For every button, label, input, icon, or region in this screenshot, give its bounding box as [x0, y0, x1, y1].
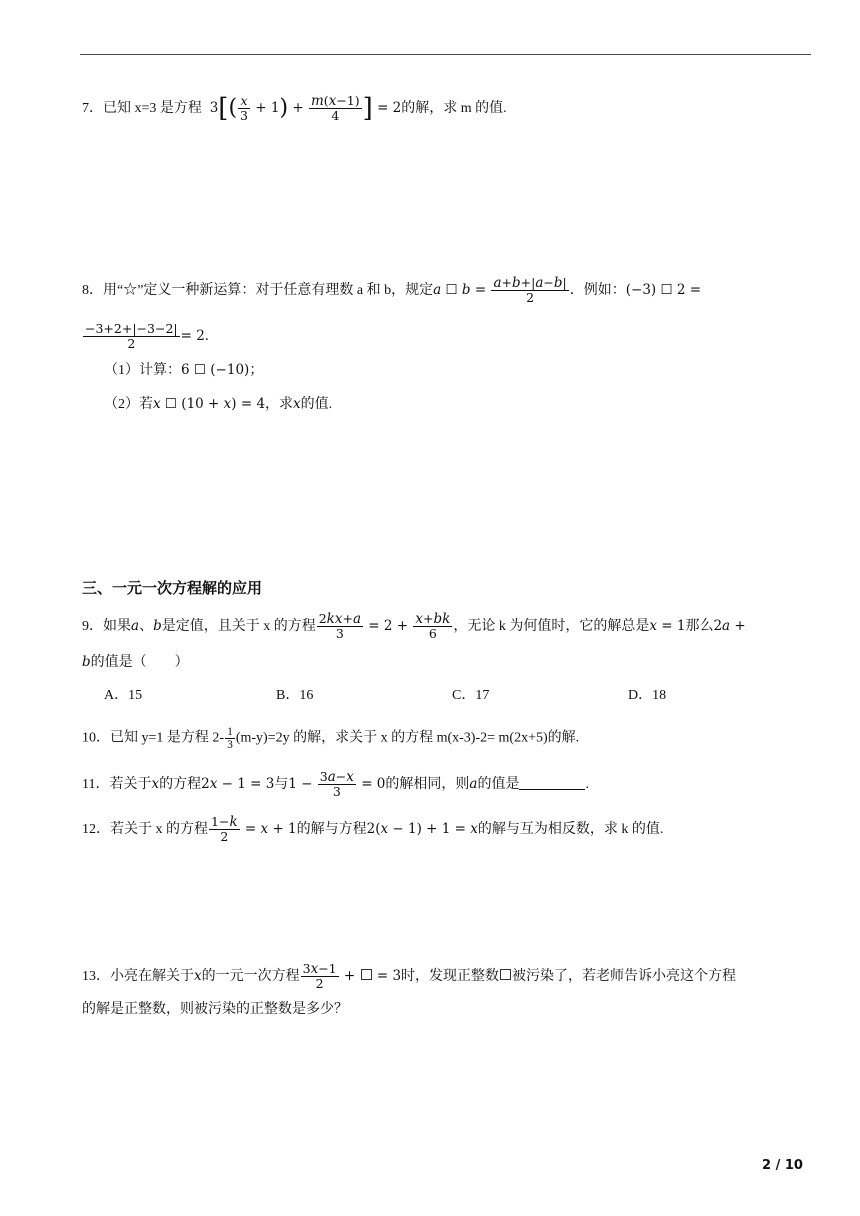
- question-11: 11．若关于x的方程2x − 1 = 3与1 − $\frac{3a-x}{3}$ = 0的解相同，则a的值是 .: [82, 769, 589, 799]
- q8-example-result: = 2．: [180, 328, 219, 344]
- q12-eq1: $\frac{1-k}{2}$ = x + 1: [211, 814, 297, 844]
- q7-number: 7．: [82, 101, 103, 116]
- q11-text4: 的解相同，则: [385, 777, 470, 792]
- q13-text3: 时，发现正整数: [401, 969, 500, 984]
- q10-text-a: 已知 y=1 是方程 2-: [110, 730, 225, 746]
- q12-eq2: 2(x − 1) + 1 = x: [366, 821, 478, 837]
- q9-number: 9．: [82, 619, 103, 634]
- q8-part1-expr: 6 ☐ (−10): [181, 362, 250, 378]
- q8-part2-expr: x ☐ (10 + x) = 4: [153, 396, 266, 412]
- q9-text2: 是定值，且关于 x 的方程: [161, 619, 316, 634]
- q9-sep: 、: [139, 619, 154, 634]
- q8-intro: 用“☆”定义一种新运算：对于任意有理数 a 和 b，规定: [103, 283, 434, 298]
- q9-option-d[interactable]: D．18: [628, 688, 667, 703]
- q12-number: 12．: [82, 822, 110, 837]
- q9-solution: x = 1: [649, 618, 686, 634]
- page-number: 2 / 10: [762, 1158, 803, 1173]
- q13-number: 13．: [82, 969, 110, 984]
- q9-line2-tail: 的值是（ ）: [90, 655, 189, 670]
- question-8-part2: [104, 394, 332, 415]
- q9-option-b[interactable]: B．16: [276, 688, 314, 703]
- question-7: [82, 94, 507, 123]
- question-12: [82, 815, 663, 844]
- question-8-part1: [104, 360, 263, 381]
- q8-part1-label: （1）计算：: [104, 363, 181, 378]
- q8-part2-tail: ，求: [265, 397, 294, 412]
- q12-text1: 若关于 x 的方程: [110, 822, 208, 837]
- q9-equation: $\frac{2kx+a}{3}$ = 2 + $\frac{x+bk}{6}$: [318, 611, 451, 641]
- q8-example-label: ．例如：: [569, 283, 626, 298]
- q10-fraction: $\frac{1}{3}$: [227, 726, 233, 751]
- q12-text3: 的解与互为相反数，求 k 的值.: [477, 822, 664, 837]
- q11-text2: 的方程: [159, 777, 202, 792]
- q10-number: 10．: [82, 730, 110, 746]
- q13-text1: 小亮在解关于: [110, 969, 194, 984]
- q12-text2: 的解与方程: [296, 822, 367, 837]
- q9-b: b: [82, 654, 91, 670]
- q8-part2-end: 的值.: [300, 397, 333, 412]
- question-10: [82, 726, 579, 751]
- q8-part2-var: x: [293, 396, 301, 412]
- q9-text1: 如果: [103, 619, 131, 634]
- q8-part1-tail: ；: [249, 363, 264, 378]
- q11-answer-blank[interactable]: [519, 775, 585, 790]
- q9-option-c[interactable]: C．17: [452, 688, 490, 703]
- q8-example-expr: (−3) ☐ 2 =: [625, 282, 702, 298]
- q11-text5: 的值是: [477, 777, 520, 792]
- q11-number: 11．: [82, 777, 110, 792]
- question-8-line2: [82, 322, 218, 351]
- q8-definition: a ☐ b = $\frac{a+b+|a-b|}{2}$: [433, 275, 567, 305]
- q9-option-a[interactable]: A．15: [104, 688, 143, 703]
- q8-number: 8．: [82, 283, 103, 298]
- q7-tail: 的解，求 m 的值.: [401, 101, 507, 116]
- q11-text3: 与: [274, 777, 289, 792]
- q13-text2: 的一元一次方程: [201, 969, 300, 984]
- header-rule: [80, 54, 811, 55]
- q11-text1: 若关于: [109, 777, 152, 792]
- q11-eq2: 1 − $\frac{3a-x}{3}$ = 0: [288, 769, 386, 799]
- q11-tail: .: [585, 777, 589, 792]
- q11-eq1: 2x − 1 = 3: [201, 776, 275, 792]
- section-3-title: 三、一元一次方程解的应用: [82, 579, 263, 597]
- q13-equation: $\frac{3x-1}{2}$ + = 3: [302, 961, 402, 991]
- q8-part2-label: （2）若: [104, 397, 153, 412]
- smudge-box-icon: [361, 969, 372, 980]
- question-13: 13．小亮在解关于x的一元一次方程 $\frac{3x-1}{2}$ + = 3时，发现正整数 被污染了，若老师告诉小亮这个方程: [82, 961, 737, 991]
- q9-expr: 2a +: [713, 618, 746, 634]
- q13-text4: 被污染了，若老师告诉小亮这个方程: [512, 969, 737, 984]
- question-9-line2: [82, 652, 189, 673]
- q10-text-b: (m-y)=2y 的解，求关于 x 的方程 m(x-3)-2= m(2x+5)的解.: [235, 730, 580, 746]
- q8-example-fraction: $\frac{-3+2+|-3-2|}{2}$: [85, 321, 178, 351]
- q7-equation: 3[( $\frac{x}{3}$ + 1) + $\frac{m(x-1)}{4}$ ] = 2: [205, 93, 402, 124]
- smudge-box-icon: [500, 969, 511, 980]
- q9-text3: ，无论 k 为何值时，它的解总是: [453, 619, 650, 634]
- q9-text4: 那么: [685, 619, 714, 634]
- q7-text: 已知 x=3 是方程: [103, 101, 202, 116]
- question-8: [82, 276, 701, 305]
- question-13-line2: 的解是正整数，则被污染的正整数是多少？: [82, 1002, 348, 1017]
- question-9: 9．如果a、b是定值，且关于 x 的方程 $\frac{2kx+a}{3}$ = 2 + $\frac{x+bk}{6}$ ，无论 k 为何值时，它的解总是x = 1那么2a +: [82, 611, 746, 641]
